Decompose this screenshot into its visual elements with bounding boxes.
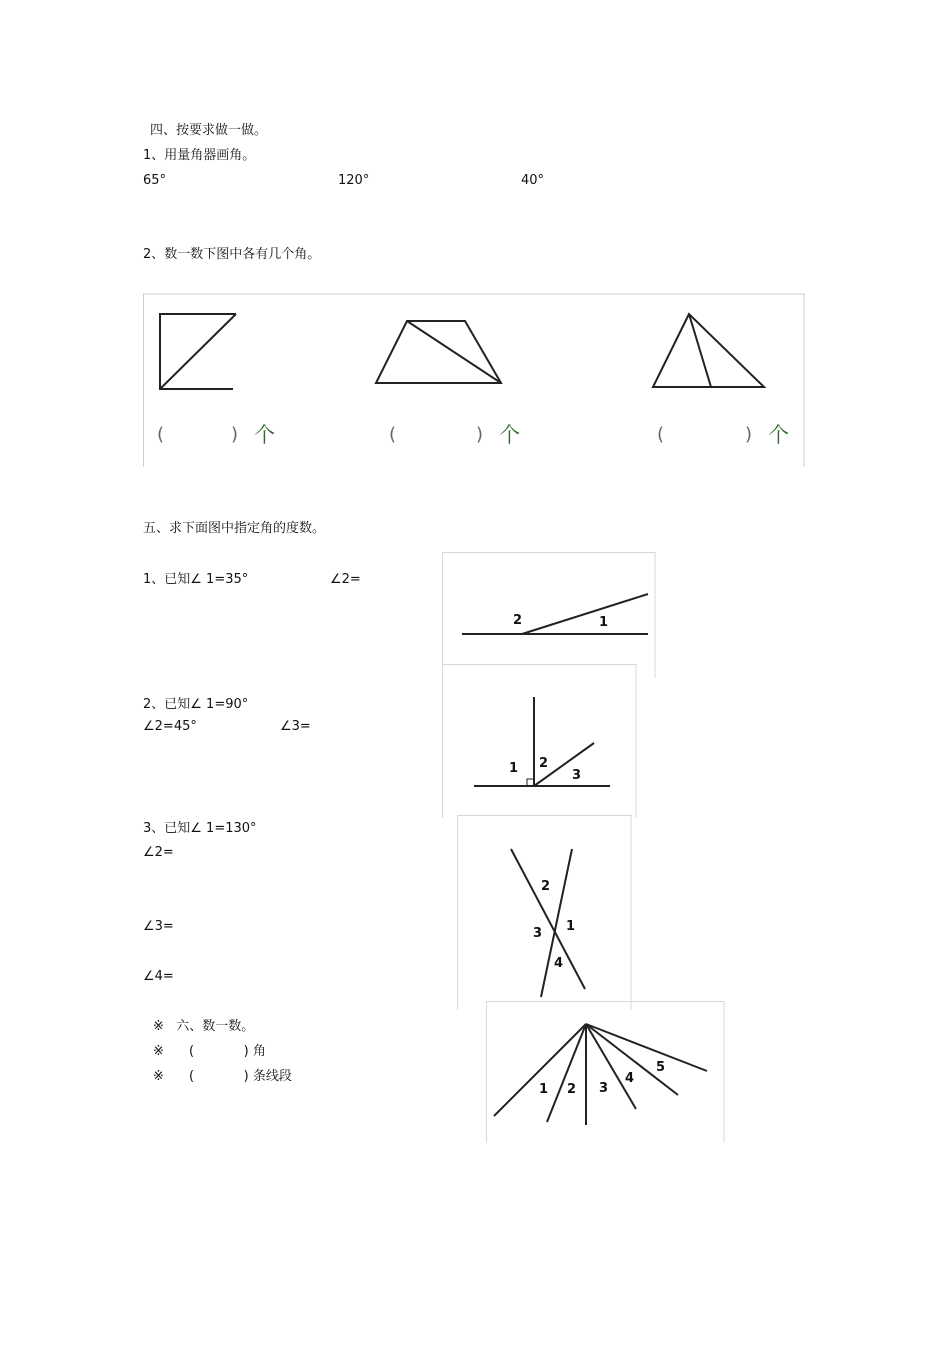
count-segments-mark: ※ [153,1069,164,1084]
fig1-label-2: 2 [513,613,523,628]
fig4-label-3: 3 [599,1081,609,1096]
svg-text:个: 个 [499,423,520,447]
answer-blank-2 [389,423,520,447]
fig4-label-4: 4 [625,1071,635,1086]
question-count-angles: 2、数一数下图中各有几个角。 [143,247,321,262]
q1-given: 1、已知∠ 1=35° [143,572,249,587]
figure-fan-rays [486,1001,726,1143]
q3-ask-angle2: ∠2= [143,845,174,860]
count-angles-mark: ※ [153,1044,164,1059]
angle-value-3: 40° [521,173,545,188]
count-segments-answer: ( ) 条线段 [189,1069,292,1084]
q2-angle2: ∠2=45° [143,719,197,734]
fig4-label-5: 5 [656,1060,666,1075]
q2-ask-angle3: ∠3= [280,719,311,734]
q3-ask-angle3: ∠3= [143,919,174,934]
shape-triangle [653,314,764,387]
fig3-label-2: 2 [541,879,551,894]
fig4-label-1: 1 [539,1082,549,1097]
fig3-label-4: 4 [554,956,564,971]
shape-square-diagonal [160,314,236,389]
answer-blank-3 [657,423,789,447]
fig4-label-2: 2 [567,1082,577,1097]
svg-text:): ) [231,424,239,445]
figure-right-angle [442,664,638,818]
q1-ask-angle2: ∠2= [330,572,361,587]
angle-value-1: 65° [143,173,167,188]
fig2-label-1: 1 [509,761,519,776]
fig1-label-1: 1 [599,615,609,630]
fig2-label-2: 2 [539,756,549,771]
count-angles-figure [143,293,805,467]
svg-text:(: ( [157,424,165,445]
q2-given: 2、已知∠ 1=90° [143,697,249,712]
section4-title: 四、按要求做一做。 [150,123,268,138]
figure-intersecting-lines [457,815,633,1010]
count-angles-answer: ( ) 角 [189,1044,266,1059]
answer-blank-1 [157,423,275,447]
section5-title: 五、求下面图中指定角的度数。 [143,521,326,536]
question-draw-angles: 1、用量角器画角。 [143,148,256,163]
fig3-label-3: 3 [533,926,543,941]
svg-text:): ) [745,424,753,445]
svg-text:个: 个 [254,423,275,447]
figure-angle-35 [442,552,657,678]
q3-ask-angle4: ∠4= [143,969,174,984]
svg-text:(: ( [657,424,665,445]
svg-text:个: 个 [768,423,789,447]
svg-text:): ) [476,424,484,445]
angle-value-2: 120° [338,173,370,188]
section6-title: ※ 六、数一数。 [153,1019,255,1034]
svg-text:(: ( [389,424,397,445]
shape-trapezoid [376,321,501,383]
fig2-label-3: 3 [572,768,582,783]
q3-given: 3、已知∠ 1=130° [143,821,257,836]
fig3-label-1: 1 [566,919,576,934]
